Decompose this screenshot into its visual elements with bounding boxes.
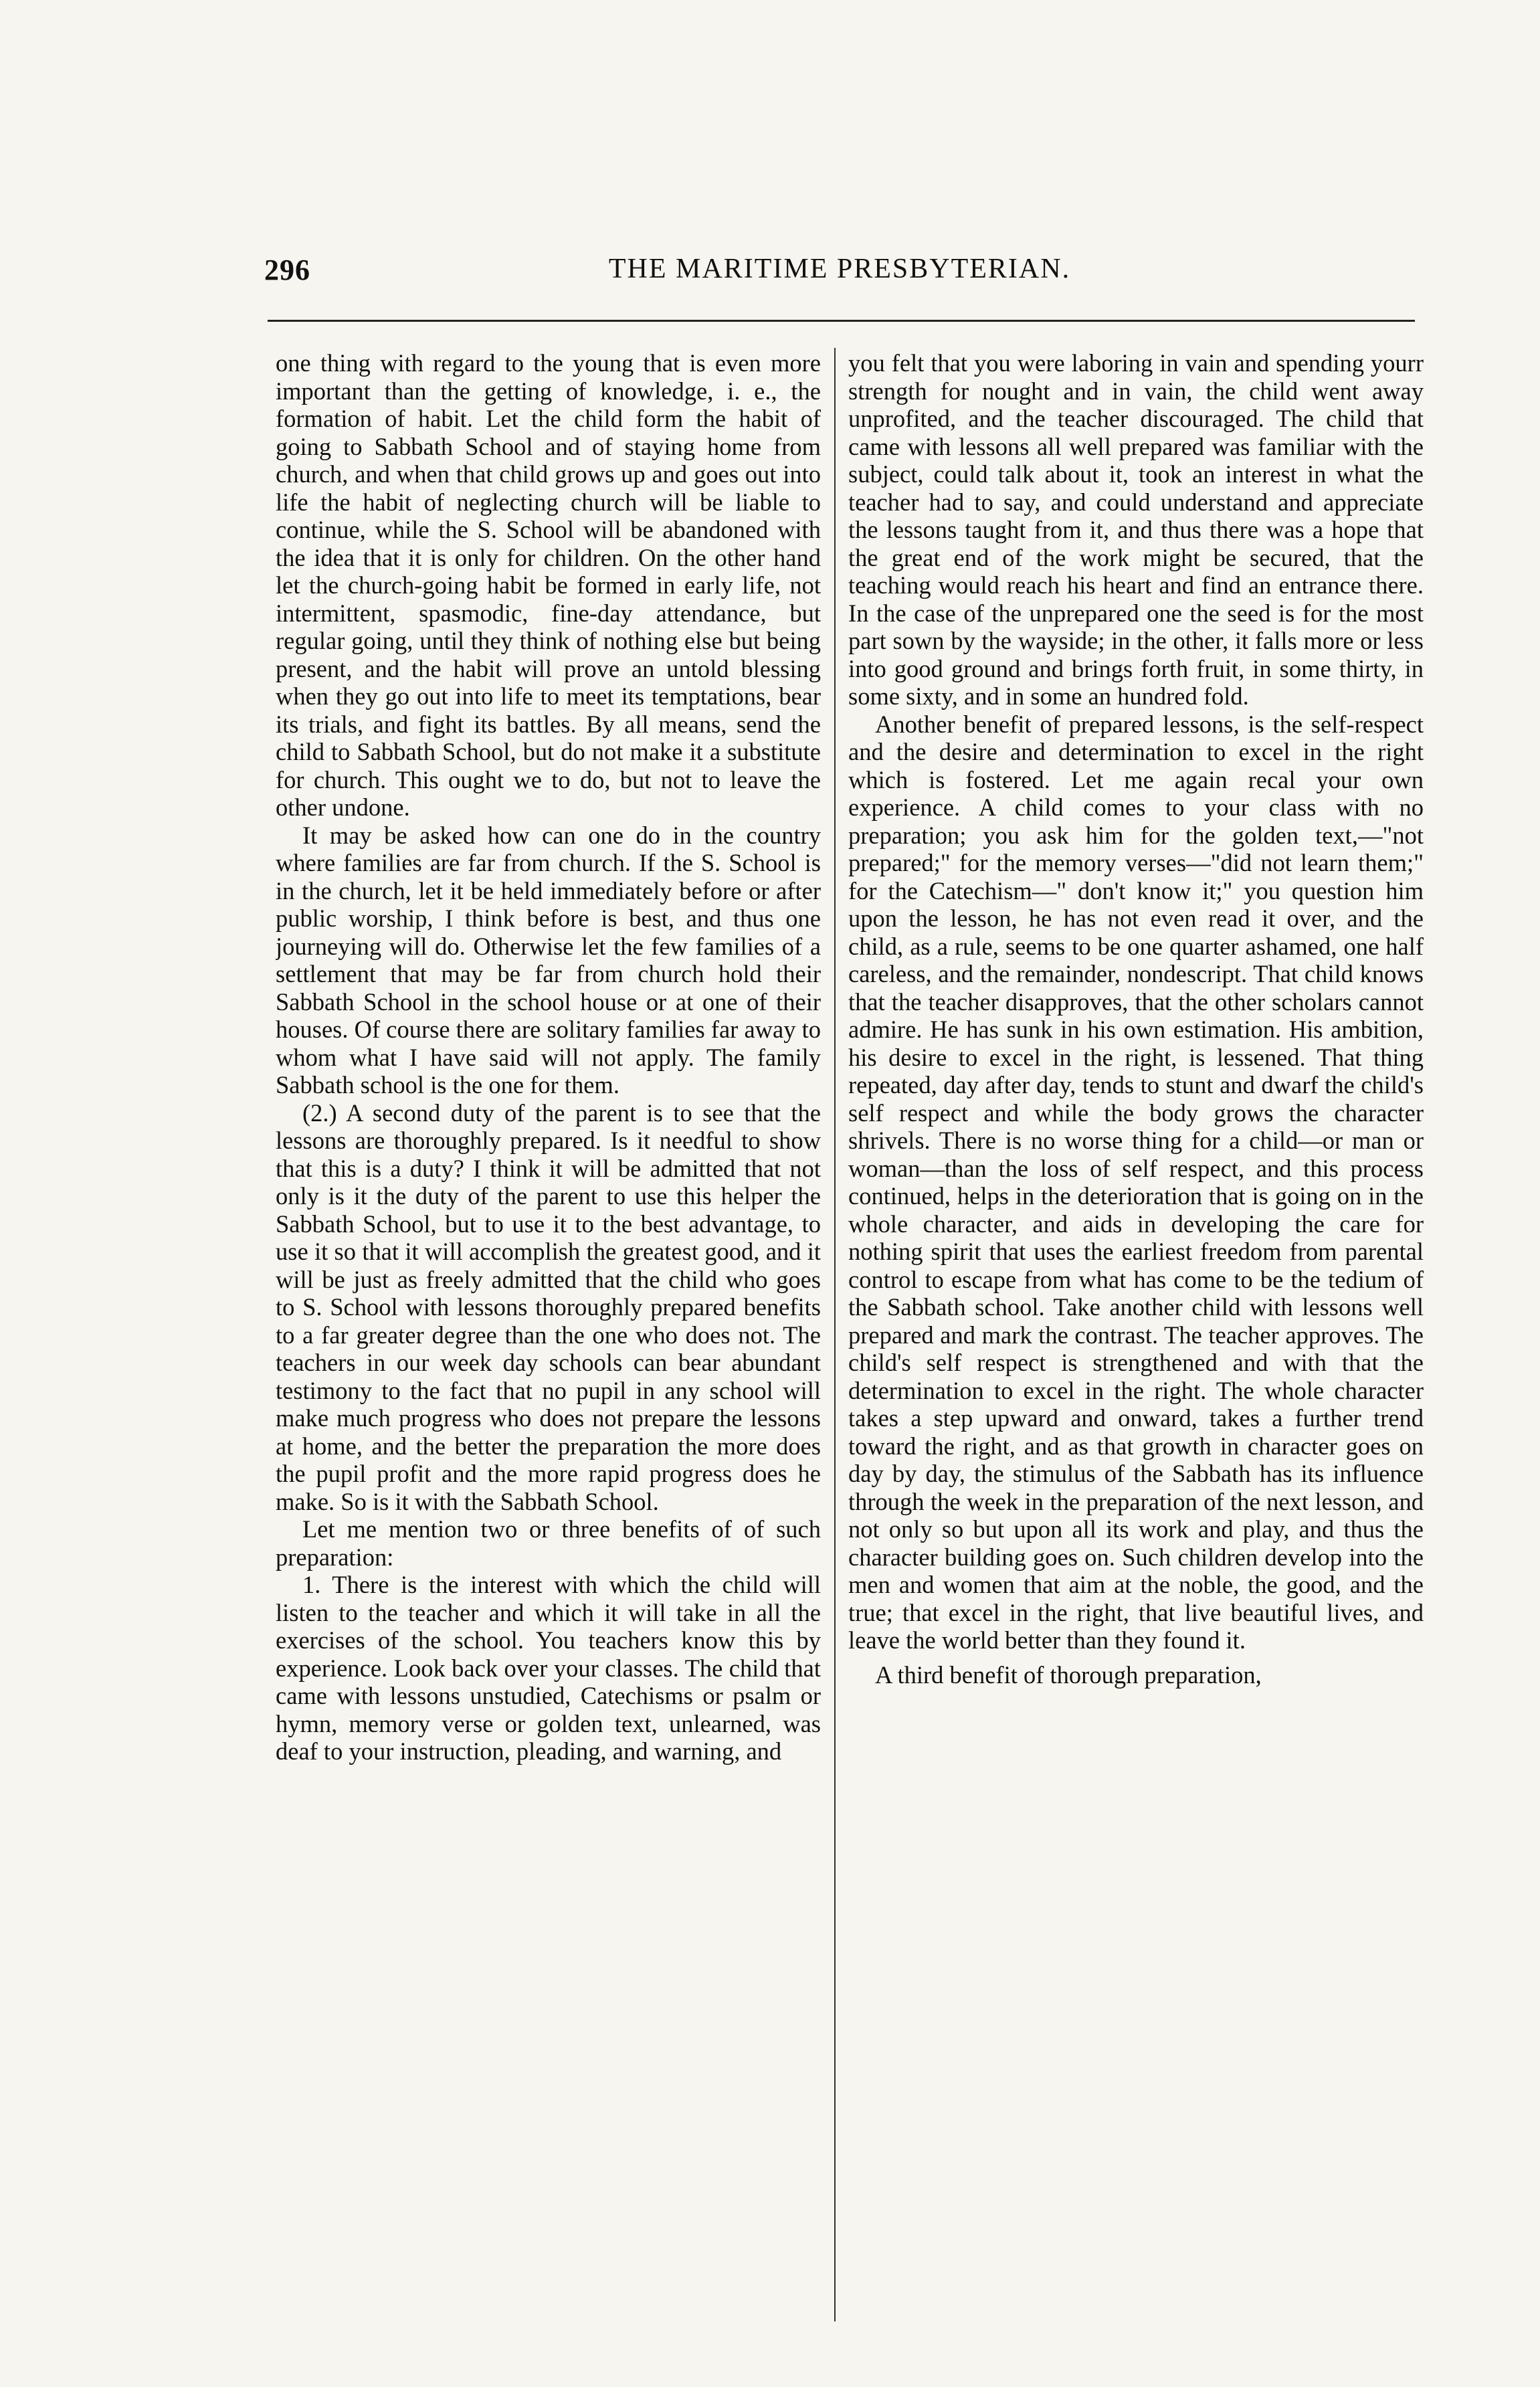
column-rule xyxy=(834,348,836,2321)
running-title: THE MARITIME PRESBYTERIAN. xyxy=(608,254,1071,284)
page-header xyxy=(264,253,1415,293)
right-paragraph-3: A third benefit of thorough preparation, xyxy=(875,1660,1262,1689)
left-paragraph-5: 1. There is the interest with which the child will listen to the teacher and which it will take in all the exercises of the school. You teachers know this by experience. Look back over your classes. The child that came with lessons unstudied, Catechisms or psalm or hymn, memory verse or golden text, unlearned, was deaf to your instruction, pleading, and warning, and xyxy=(276,1571,821,1765)
left-paragraph-3: (2.) A second duty of the parent is to see that the lessons are thoroughly prepared. Is it needful to show that this is a duty? I think it will be admitted that not only is it the duty of the parent to use this helper the Sabbath School, but to use it to the best advantage, to use it so that it will accomplish the greatest good, and it will be just as freely admitted that the child who goes to S. School with lessons thoroughly prepared benefits to a far greater degree than the one who does not. The teachers in our week day schools can bear abundant testimony to the fact that no pupil in any school will make much progress who does not prepare the lessons at home, and the better the preparation the more does the pupil profit and the more rapid progress does he make. So is it with the Sabbath School. xyxy=(276,1099,821,1515)
right-column xyxy=(848,349,1424,2350)
right-paragraph-1: you felt that you were laboring in vain and spending yourr strength for nought and in vain, the child went away unprofited, and the teacher discouraged. The child that came with lessons all well prepared was familiar with the subject, could talk about it, took an interest in what the teacher had to say, and could understand and appreciate the lessons taught from it, and thus there was a hope that the great end of the work might be secured, that the teaching would reach his heart and find an entrance there. In the case of the unprepared one the seed is for the most part sown by the wayside; in the other, it falls more or less into good ground and brings forth fruit, in some thirty, in some sixty, and in some an hundred fold. xyxy=(848,349,1424,710)
left-paragraph-1: one thing with regard to the young that is even more important than the getting of knowledge, i. e., the formation of habit. Let the child form the habit of going to Sabbath School and of staying home from church, and when that child grows up and goes out into life the habit of neglecting church will be liable to continue, while the S. School will be abandoned with the idea that it is only for children. On the other hand let the church-going habit be formed in early life, not intermittent, spasmodic, fine-day attendance, but regular going, until they think of nothing else but being present, and the habit will prove an untold blessing when they go out into life to meet its temptations, bear its trials, and fight its battles. By all means, send the child to Sabbath School, but do not make it a substitute for church. This ought we to do, but not to leave the other undone. xyxy=(276,349,821,821)
right-paragraph-2: Another benefit of prepared lessons, is the self-respect and the desire and determination to excel in the right which is fostered. Let me again recal your own experience. A child comes to your class with no preparation; you ask him for the golden text,—"not prepared;" for the memory verses—"did not learn them;" for the Catechism—" don't know it;" you question him upon the lesson, he has not even read it over, and the child, as a rule, seems to be one quarter ashamed, one half careless, and the remainder, nondescript. That child knows that the teacher disapproves, that the other scholars cannot admire. He has sunk in his own estimation. His ambition, his desire to excel in the right, is lessened. That thing repeated, day after day, tends to stunt and dwarf the child's self respect and while the body grows the character shrivels. There is no worse thing for a child—or man or woman—than the loss of self respect, and this process continued, helps in the deterioration that is going on in the whole character, and aids in developing the care for nothing spirit that uses the earliest freedom from parental control to escape from what has come to be the tedium of the Sabbath school. Take another child with lessons well prepared and mark the contrast. The teacher approves. The child's self respect is strengthened and with that the determination to excel in the right. The whole character takes a step upward and onward, takes a further trend toward the right, and as that growth in character goes on day by day, the stimulus of the Sabbath has its influence through the week in the preparation of the next lesson, and not only so but upon all its work and play, and thus the character building goes on. Such children develop into the men and women that aim at the noble, the good, and the true; that excel in the right, that live beautiful lives, and leave the world better than they found it. xyxy=(848,710,1424,1654)
left-column xyxy=(276,349,821,2350)
page-number: 296 xyxy=(264,254,310,286)
left-paragraph-2: It may be asked how can one do in the country where families are far from church. If the S. School is in the church, let it be held immediately before or after public worship, I think before is best, and thus one journeying will do. Otherwise let the few families of a settlement that may be far from church hold their Sabbath School in the school house or at one of their houses. Of course there are solitary families far away to whom what I have said will not apply. The family Sabbath school is the one for them. xyxy=(276,821,821,1099)
left-paragraph-4: Let me mention two or three benefits of of such preparation: xyxy=(276,1515,821,1571)
header-rule xyxy=(268,320,1415,322)
